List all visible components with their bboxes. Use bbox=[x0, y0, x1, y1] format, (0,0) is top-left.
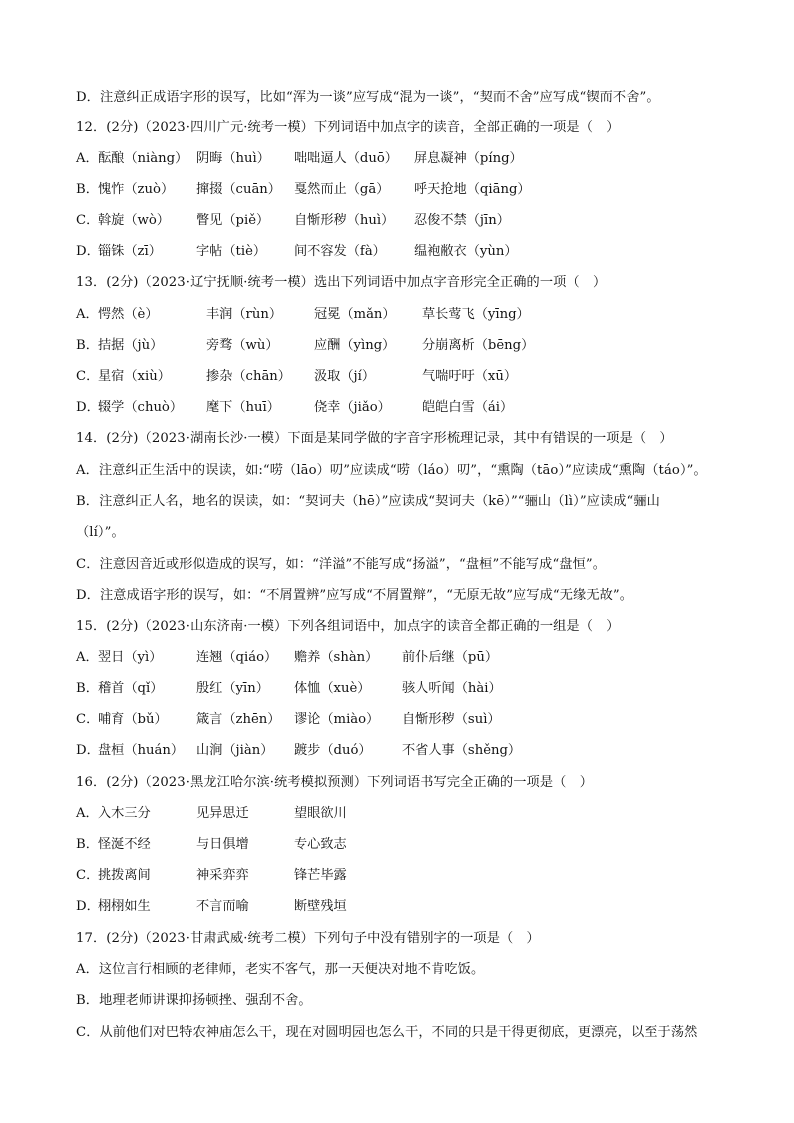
option-label: C． bbox=[76, 868, 100, 883]
q14-option-b: B．注意纠正人名，地名的误读，如：“契诃夫（hē）”应读成“契诃夫（kē）”“骊山（lì）”应读成“骊山 bbox=[76, 494, 660, 509]
q12-stem: 12．(2分)（2023·四川广元·统考一模）下列词语中加点字的读音，全部正确的一项是（ ） bbox=[76, 120, 620, 135]
option-label: C． bbox=[76, 369, 100, 384]
option-word: 哺育（bǔ） bbox=[98, 712, 168, 727]
option-word: 断壁残垣 bbox=[294, 899, 347, 914]
option-word: 殷红（yīn） bbox=[196, 681, 269, 696]
q13-option-d bbox=[76, 398, 513, 418]
option-word: 气喘吁吁（xū） bbox=[422, 369, 518, 384]
q15-option-a bbox=[76, 648, 498, 668]
option-word: 忍俊不禁（jīn） bbox=[414, 213, 510, 228]
option-word: 斡旋（wò） bbox=[98, 213, 170, 228]
option-word: 挑拨离间 bbox=[98, 868, 151, 883]
option-word: 瞥见（piě） bbox=[196, 213, 270, 228]
option-word: 愕然（è） bbox=[98, 307, 159, 322]
q11-option-d: D．注意纠正成语字形的误写，比如“浑为一谈”应写成“混为一谈”，“契而不舍”应写成“锲而不舍”。 bbox=[76, 90, 660, 105]
option-word: 谬论（miào） bbox=[294, 712, 380, 727]
option-word: 神采弈弈 bbox=[196, 868, 249, 883]
option-word: 屏息凝神（píng） bbox=[414, 151, 523, 166]
option-word: 稽首（qǐ） bbox=[98, 681, 164, 696]
option-label: A． bbox=[76, 650, 99, 665]
q17-stem: 17．(2分)（2023·甘肃武威·统考二模）下列句子中没有错别字的一项是（ ） bbox=[76, 931, 540, 946]
option-word: 字帖（tiè） bbox=[196, 244, 267, 259]
option-label: C． bbox=[76, 213, 100, 228]
option-label: B． bbox=[76, 182, 99, 197]
option-word: 撺掇（cuān） bbox=[196, 182, 281, 197]
option-word: 不言而喻 bbox=[196, 899, 249, 914]
option-word: 掺杂（chān） bbox=[206, 369, 291, 384]
option-word: 汲取（jí） bbox=[314, 369, 376, 384]
option-word: 拮据（jù） bbox=[98, 338, 164, 353]
q13-option-c bbox=[76, 367, 517, 387]
option-word: 锋芒毕露 bbox=[294, 868, 347, 883]
q14-option-d: D．注意成语字形的误写，如：“不屑置辨”应写成“不屑置辩”，“无原无故”应写成“无缘无故”。 bbox=[76, 588, 634, 603]
q14-option-b-cont: （lí）”。 bbox=[76, 525, 125, 540]
option-label: B． bbox=[76, 338, 99, 353]
option-word: 不省人事（shěng） bbox=[402, 743, 522, 758]
option-word: 体恤（xuè） bbox=[294, 681, 371, 696]
option-word: 咄咄逼人（duō） bbox=[294, 151, 398, 166]
option-word: 自惭形秽（huì） bbox=[294, 213, 395, 228]
q14-option-a: A．注意纠正生活中的误读，如:“唠（lāo）叨”应读成“唠（láo）叨”，“熏陶（tāo）”应读成“熏陶（táo）”。 bbox=[76, 463, 707, 478]
option-label: D． bbox=[76, 400, 100, 415]
q16-option-b bbox=[76, 835, 347, 855]
q17-option-c: C．从前他们对巴特农神庙怎么干，现在对圆明园也怎么干，不同的只是干得更彻底，更漂亮，以至于荡然 bbox=[76, 1025, 698, 1040]
option-label: A． bbox=[76, 307, 99, 322]
option-word: 酝酿（niàng） bbox=[98, 151, 189, 166]
q16-stem: 16．(2分)（2023·黑龙江哈尔滨·统考模拟预测）下列词语书写完全正确的一项是（ ） bbox=[76, 775, 593, 790]
option-label: C． bbox=[76, 712, 100, 727]
option-word: 间不容发（fà） bbox=[294, 244, 386, 259]
option-word: 缊袍敝衣（yùn） bbox=[414, 244, 518, 259]
option-word: 怪涎不经 bbox=[98, 837, 151, 852]
q14-option-c: C．注意因音近或形似造成的误写，如：“洋溢”不能写成“扬溢”，“盘桓”不能写成“盘恒”。 bbox=[76, 557, 606, 572]
option-word: 前仆后继（pū） bbox=[402, 650, 499, 665]
option-word: 冠冕（mǎn） bbox=[314, 307, 396, 322]
option-word: 阴晦（huì） bbox=[196, 151, 270, 166]
option-word: 专心致志 bbox=[294, 837, 347, 852]
option-word: 戛然而止（gā） bbox=[294, 182, 390, 197]
option-label: D． bbox=[76, 244, 100, 259]
option-word: 草长莺飞（yīng） bbox=[422, 307, 530, 322]
option-label: A． bbox=[76, 151, 99, 166]
option-word: 赡养（shàn） bbox=[294, 650, 379, 665]
q12-option-a bbox=[76, 149, 523, 169]
option-word: 连翘（qiáo） bbox=[196, 650, 278, 665]
option-label: D． bbox=[76, 743, 100, 758]
q15-option-d bbox=[76, 741, 521, 761]
option-word: 辍学（chuò） bbox=[98, 400, 184, 415]
option-word: 呼天抢地（qiāng） bbox=[414, 182, 531, 197]
option-word: 自惭形秽（suì） bbox=[402, 712, 501, 727]
option-word: 翌日（yì） bbox=[98, 650, 163, 665]
option-label: B． bbox=[76, 837, 99, 852]
option-word: 见异思迁 bbox=[196, 806, 249, 821]
option-word: 丰润（rùn） bbox=[206, 307, 283, 322]
q16-option-a bbox=[76, 804, 347, 824]
option-word: 入木三分 bbox=[98, 806, 151, 821]
q12-option-d bbox=[76, 242, 518, 262]
option-label: A． bbox=[76, 806, 99, 821]
option-word: 望眼欲川 bbox=[294, 806, 347, 821]
option-word: 麾下（huī） bbox=[206, 400, 280, 415]
q12-option-b bbox=[76, 180, 531, 200]
q16-option-c bbox=[76, 866, 347, 886]
q15-stem: 15．(2分)（2023·山东济南·一模）下列各组词语中，加点字的读音全都正确的一组是（ ） bbox=[76, 619, 620, 634]
q16-option-d bbox=[76, 897, 347, 917]
option-word: 踱步（duó） bbox=[294, 743, 372, 758]
option-word: 愧怍（zuò） bbox=[98, 182, 175, 197]
option-word: 与日俱增 bbox=[196, 837, 249, 852]
q17-option-a: A．这位言行相顾的老律师，老实不客气，那一天便决对地不肯吃饭。 bbox=[76, 962, 485, 977]
option-label: B． bbox=[76, 681, 99, 696]
option-word: 应酬（yìng） bbox=[314, 338, 396, 353]
option-word: 骇人听闻（hài） bbox=[402, 681, 502, 696]
q17-option-b: B．地理老师讲课抑扬顿挫、强刮不舍。 bbox=[76, 993, 312, 1008]
option-label: D． bbox=[76, 899, 100, 914]
option-word: 盘桓（huán） bbox=[98, 743, 185, 758]
option-word: 箴言（zhēn） bbox=[196, 712, 281, 727]
option-word: 侥幸（jiǎo） bbox=[314, 400, 391, 415]
q13-stem: 13．(2分)（2023·辽宁抚顺·统考一模）选出下列词语中加点字音形完全正确的一项（ ） bbox=[76, 275, 607, 290]
q15-option-b bbox=[76, 679, 502, 699]
option-word: 锱铢（zī） bbox=[98, 244, 162, 259]
option-word: 旁骛（wù） bbox=[206, 338, 279, 353]
option-word: 栩栩如生 bbox=[98, 899, 151, 914]
option-word: 皑皑白雪（ái） bbox=[422, 400, 514, 415]
option-word: 分崩离析（bēng） bbox=[422, 338, 535, 353]
q12-option-c bbox=[76, 211, 510, 231]
q14-stem: 14．(2分)（2023·湖南长沙·一模）下面是某同学做的字音字形梳理记录，其中有错误的一项是（ ） bbox=[76, 431, 673, 446]
q13-option-b bbox=[76, 336, 534, 356]
option-word: 山涧（jiàn） bbox=[196, 743, 274, 758]
option-word: 星宿（xiù） bbox=[98, 369, 171, 384]
q15-option-c bbox=[76, 710, 501, 730]
q13-option-a bbox=[76, 305, 530, 325]
